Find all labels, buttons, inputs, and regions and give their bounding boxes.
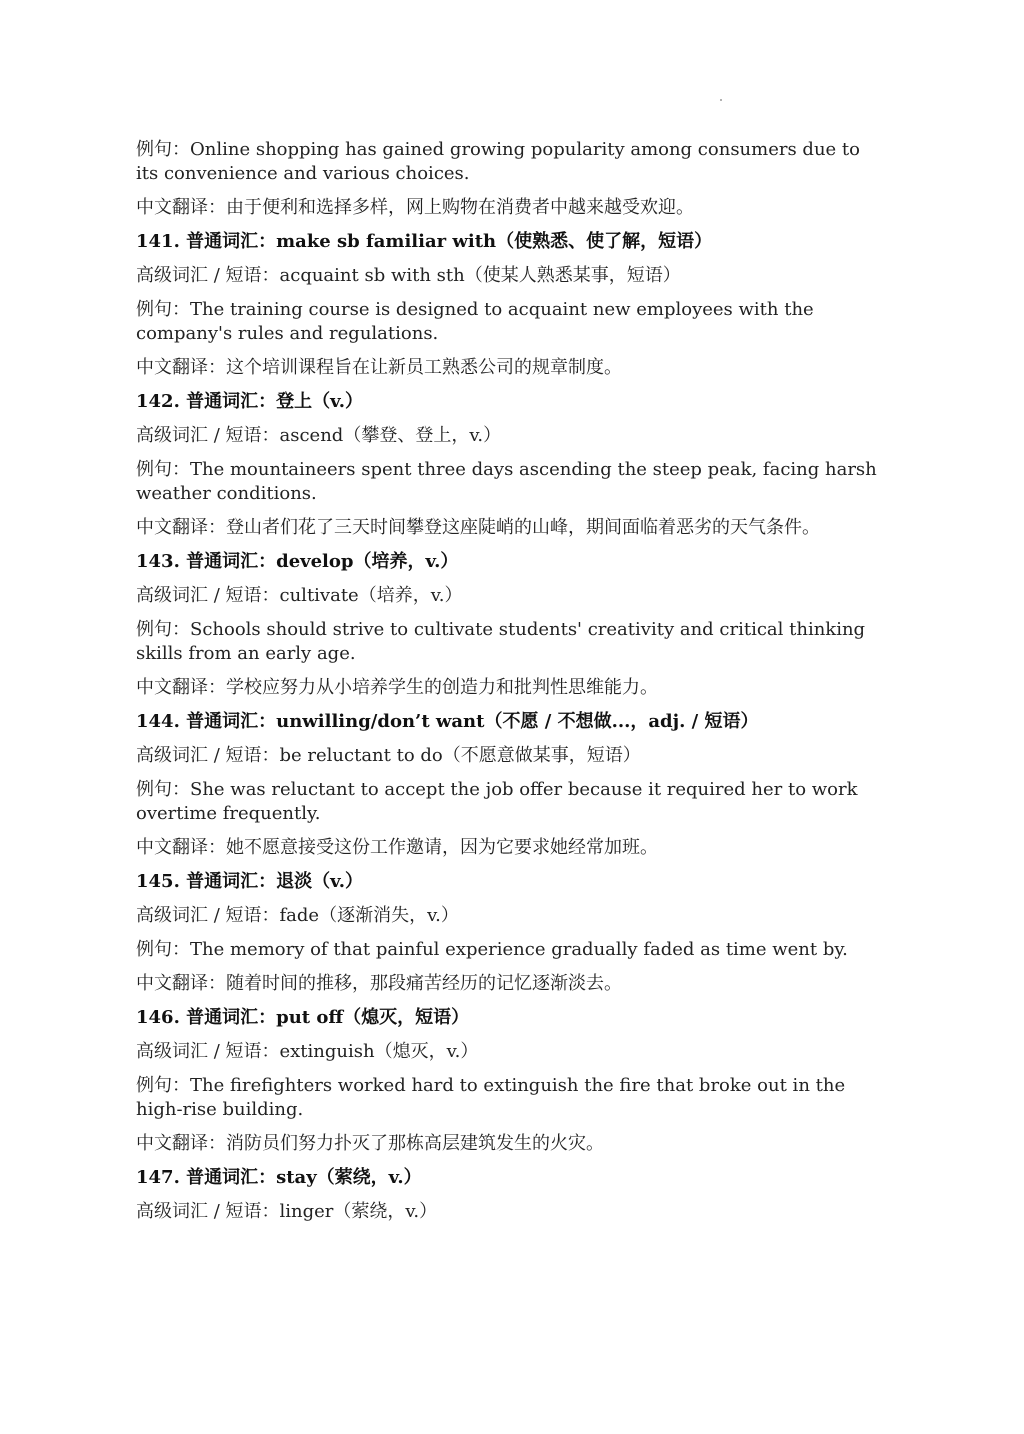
entry-example: 例句：The training course is designed to acquaint new employees with the company's rules and regulations. bbox=[136, 299, 814, 344]
page-speck bbox=[720, 99, 722, 101]
entry-advanced: 高级词汇 / 短语：acquaint sb with sth（使某人熟悉某事，短语） bbox=[136, 265, 681, 286]
entry-heading: 143. 普通词汇：develop（培养，v.） bbox=[136, 551, 459, 572]
entry-translation: 中文翻译：消防员们努力扑灭了那栋高层建筑发生的火灾。 bbox=[136, 1133, 604, 1154]
entry-translation: 中文翻译：登山者们花了三天时间攀登这座陡峭的山峰，期间面临着恶劣的天气条件。 bbox=[136, 517, 820, 538]
entry-142 bbox=[136, 390, 881, 540]
entry-heading: 141. 普通词汇：make sb familiar with（使熟悉、使了解，短语） bbox=[136, 231, 713, 252]
entry-example: 例句：She was reluctant to accept the job offer because it required her to work overtime frequently. bbox=[136, 779, 858, 824]
entry-translation: 中文翻译：这个培训课程旨在让新员工熟悉公司的规章制度。 bbox=[136, 357, 622, 378]
entry-heading: 145. 普通词汇：退淡（v.） bbox=[136, 871, 364, 892]
entry-example: 例句：Schools should strive to cultivate students' creativity and critical thinking skills from an early age. bbox=[136, 619, 866, 664]
intro-example: 例句：Online shopping has gained growing popularity among consumers due to its convenience and various choices. bbox=[136, 139, 860, 184]
entry-example: 例句：The mountaineers spent three days ascending the steep peak, facing harsh weather conditions. bbox=[136, 459, 877, 504]
entry-heading: 146. 普通词汇：put off（熄灭，短语） bbox=[136, 1007, 470, 1028]
entry-advanced: 高级词汇 / 短语：cultivate（培养，v.） bbox=[136, 585, 463, 606]
entry-advanced: 高级词汇 / 短语：be reluctant to do（不愿意做某事，短语） bbox=[136, 745, 641, 766]
entry-heading: 147. 普通词汇：stay（萦绕，v.） bbox=[136, 1167, 422, 1188]
entry-translation: 中文翻译：学校应努力从小培养学生的创造力和批判性思维能力。 bbox=[136, 677, 658, 698]
entry-advanced: 高级词汇 / 短语：ascend（攀登、登上，v.） bbox=[136, 425, 502, 446]
entry-example: 例句：The firefighters worked hard to extinguish the fire that broke out in the high-rise building. bbox=[136, 1075, 846, 1120]
document-body bbox=[136, 138, 881, 1234]
entry-advanced: 高级词汇 / 短语：linger（萦绕，v.） bbox=[136, 1201, 438, 1222]
entry-141 bbox=[136, 230, 881, 380]
entry-example: 例句：The memory of that painful experience gradually faded as time went by. bbox=[136, 939, 848, 960]
entry-145 bbox=[136, 870, 881, 996]
entry-143 bbox=[136, 550, 881, 700]
entry-146 bbox=[136, 1006, 881, 1156]
entry-147 bbox=[136, 1166, 881, 1224]
entry-heading: 142. 普通词汇：登上（v.） bbox=[136, 391, 364, 412]
entry-advanced: 高级词汇 / 短语：fade（逐渐消失，v.） bbox=[136, 905, 459, 926]
entry-advanced: 高级词汇 / 短语：extinguish（熄灭，v.） bbox=[136, 1041, 479, 1062]
entry-heading: 144. 普通词汇：unwilling/don’t want（不愿 / 不想做...，adj. / 短语） bbox=[136, 711, 759, 732]
intro-translation: 中文翻译：由于便利和选择多样，网上购物在消费者中越来越受欢迎。 bbox=[136, 197, 694, 218]
entry-144 bbox=[136, 710, 881, 860]
entry-translation: 中文翻译：她不愿意接受这份工作邀请，因为它要求她经常加班。 bbox=[136, 837, 658, 858]
entry-translation: 中文翻译：随着时间的推移，那段痛苦经历的记忆逐渐淡去。 bbox=[136, 973, 622, 994]
